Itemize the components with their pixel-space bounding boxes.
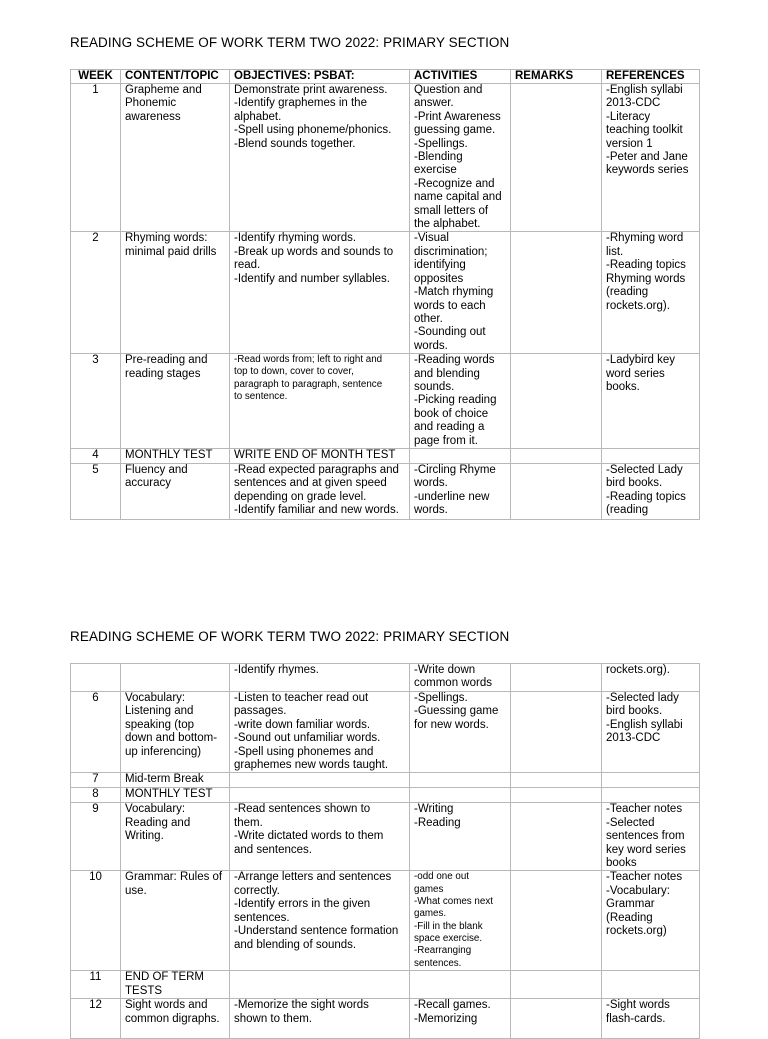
cell-line: -Memorize the sight words [234, 999, 369, 1012]
cell-line: minimal paid drills [125, 245, 217, 258]
cell-line: -Sound out unfamiliar words. [234, 732, 381, 745]
references-cell [602, 463, 700, 519]
cell-line: -Fill in the blank [414, 920, 483, 932]
cell-line: -Vocabulary: [606, 884, 670, 897]
activities-cell [410, 803, 511, 871]
cell-line: and blending [414, 367, 480, 380]
cell-line: -Understand sentence formation [234, 925, 399, 938]
cell-line: -Rearranging [414, 945, 472, 957]
table-row [71, 788, 700, 803]
week-number: 2 [71, 232, 121, 354]
cell-line: exercise [414, 164, 457, 177]
week-number: 8 [71, 788, 121, 803]
cell-line: -Spellings. [414, 692, 468, 704]
topic-cell [121, 871, 230, 971]
objectives-cell [230, 773, 410, 788]
week-number: 4 [71, 448, 121, 463]
cell-line: word series [606, 367, 665, 380]
cell-line: Vocabulary: [125, 803, 186, 816]
activities-cell [410, 692, 511, 773]
week-number: 9 [71, 803, 121, 871]
cell-line: alphabet. [234, 110, 282, 123]
cell-line: common digraphs. [125, 1012, 220, 1025]
cell-line: Grapheme and [125, 84, 202, 96]
activities-cell [410, 788, 511, 803]
cell-line: -Selected [606, 816, 655, 829]
objectives-cell [230, 999, 410, 1039]
topic-cell [121, 664, 230, 692]
references-cell [602, 448, 700, 463]
cell-line: sentences and at given speed [234, 477, 387, 490]
cell-line: Demonstrate print awareness. [234, 84, 388, 96]
topic-cell [121, 692, 230, 773]
topic-cell [121, 354, 230, 449]
cell-line: END OF TERM [125, 971, 205, 984]
cell-line: read. [234, 259, 261, 272]
cell-line: -Memorizing [414, 1012, 478, 1025]
cell-line: Rhyming words: [125, 232, 208, 245]
cell-line: up inferencing) [125, 745, 202, 758]
cell-line: correctly. [234, 884, 280, 897]
cell-line: -Identify rhymes. [234, 664, 319, 676]
cell-line: Question and [414, 84, 483, 96]
cell-line: -Read sentences shown to [234, 803, 371, 816]
topic-cell [121, 84, 230, 232]
topic-cell [121, 232, 230, 354]
cell-line: use. [125, 884, 147, 897]
topic-cell [121, 971, 230, 999]
activities-cell [410, 871, 511, 971]
cell-line: words to each [414, 299, 486, 312]
cell-line: -Teacher notes [606, 871, 683, 884]
scheme-table-2 [70, 663, 700, 1039]
cell-line: -Reading words [414, 354, 495, 367]
week-number: 5 [71, 463, 121, 519]
cell-line: guessing game. [414, 124, 496, 137]
cell-line: -Reading topics [606, 259, 686, 272]
activities-cell [410, 664, 511, 692]
objectives-cell [230, 354, 410, 449]
activities-cell [410, 354, 511, 449]
week-number: 1 [71, 84, 121, 232]
cell-line: Grammar [606, 898, 655, 911]
table-row [71, 354, 700, 449]
remarks-cell [511, 788, 602, 803]
table-row [71, 448, 700, 463]
cell-line: sounds. [414, 380, 455, 393]
cell-line: TESTS [125, 984, 163, 997]
cell-line: to sentence. [234, 391, 288, 403]
cell-line: -Literacy [606, 110, 651, 123]
cell-line: -Arrange letters and sentences [234, 871, 392, 884]
cell-line: and reading a [414, 421, 485, 434]
cell-line: games [414, 883, 444, 895]
cell-line: -Guessing game [414, 705, 499, 718]
cell-line: sentences from [606, 830, 685, 843]
activities-cell [410, 773, 511, 788]
cell-line: -Write dictated words to them [234, 830, 384, 843]
objectives-cell [230, 84, 410, 232]
references-cell [602, 84, 700, 232]
cell-line: -Identify and number syllables. [234, 272, 390, 285]
cell-line: other. [414, 312, 443, 325]
cell-line: name capital and [414, 191, 502, 204]
cell-line: -Selected lady [606, 692, 679, 704]
cell-line: -Identify familiar and new words. [234, 504, 399, 517]
cell-line: passages. [234, 705, 287, 718]
header-objectives: OBJECTIVES: PSBAT: [230, 70, 410, 84]
topic-cell [121, 448, 230, 463]
cell-line: accuracy [125, 477, 172, 490]
objectives-cell [230, 803, 410, 871]
cell-line: (reading [606, 504, 649, 517]
cell-line: top to down, cover to cover, [234, 366, 354, 378]
table-row [71, 463, 700, 519]
objectives-cell [230, 692, 410, 773]
activities-cell [410, 999, 511, 1039]
week-number: 7 [71, 773, 121, 788]
cell-line: -Spell using phonemes and [234, 745, 374, 758]
cell-line: bird books. [606, 705, 663, 718]
cell-line: -Identify rhyming words. [234, 232, 357, 245]
cell-line: Pre-reading and [125, 354, 208, 367]
remarks-cell [511, 692, 602, 773]
cell-line: books [606, 857, 637, 870]
topic-cell [121, 773, 230, 788]
references-cell [602, 354, 700, 449]
cell-line: the alphabet. [414, 218, 481, 231]
cell-line: -Recognize and [414, 177, 495, 190]
cell-line: -Circling Rhyme [414, 463, 496, 476]
cell-line: -Rhyming word [606, 232, 684, 245]
cell-line: Rhyming words [606, 272, 686, 285]
week-number: 11 [71, 971, 121, 999]
header-activities: ACTIVITIES [410, 70, 511, 84]
cell-line: sentences. [414, 957, 462, 969]
cell-line: depending on grade level. [234, 490, 367, 503]
cell-line: -Sounding out [414, 326, 486, 339]
objectives-cell [230, 232, 410, 354]
cell-line: key word series [606, 843, 686, 856]
cell-line: -Listen to teacher read out [234, 692, 369, 704]
cell-line: Reading and [125, 816, 191, 829]
header-references: REFERENCES [602, 70, 700, 84]
cell-line: Vocabulary: [125, 692, 186, 704]
cell-line: opposites [414, 272, 464, 285]
cell-line: sentences. [234, 911, 290, 924]
cell-line: version 1 [606, 137, 653, 150]
week-number: 3 [71, 354, 121, 449]
cell-line: rockets.org). [606, 299, 670, 312]
cell-line: identifying [414, 259, 466, 272]
references-cell [602, 664, 700, 692]
week-number: 10 [71, 871, 121, 971]
cell-line: (Reading [606, 911, 653, 924]
cell-line: Listening and [125, 705, 194, 718]
week-number [71, 664, 121, 692]
cell-line: -Print Awareness [414, 110, 501, 123]
cell-line: -Match rhyming [414, 286, 494, 299]
cell-line: -Visual [414, 232, 449, 245]
remarks-cell [511, 232, 602, 354]
cell-line: -Spellings. [414, 137, 468, 150]
cell-line: awareness [125, 110, 181, 123]
references-cell [602, 803, 700, 871]
cell-line: discrimination; [414, 245, 488, 258]
cell-line: Fluency and [125, 463, 188, 476]
cell-line: (reading [606, 286, 649, 299]
cell-line: MONTHLY TEST [125, 448, 213, 461]
cell-line: -English syllabi [606, 718, 683, 731]
cell-line: -English syllabi [606, 84, 683, 96]
cell-line: bird books. [606, 477, 663, 490]
page-title: READING SCHEME OF WORK TERM TWO 2022: PRIMARY SECTION [70, 35, 510, 50]
cell-line: -What comes next [414, 896, 493, 908]
cell-line: -Ladybird key [606, 354, 676, 367]
cell-line: teaching toolkit [606, 124, 683, 137]
objectives-cell [230, 971, 410, 999]
cell-line: speaking (top [125, 718, 195, 731]
cell-line: Sight words and [125, 999, 208, 1012]
cell-line: Writing. [125, 830, 164, 843]
activities-cell [410, 232, 511, 354]
cell-line: -Identify graphemes in the [234, 97, 367, 110]
cell-line: -Write down [414, 664, 476, 676]
activities-cell [410, 448, 511, 463]
table-row [71, 971, 700, 999]
cell-line: words. [414, 504, 448, 517]
table-row [71, 664, 700, 692]
cell-line: them. [234, 816, 263, 829]
cell-line: paragraph to paragraph, sentence [234, 378, 383, 390]
table-row [71, 232, 700, 354]
cell-line: -Reading [414, 816, 461, 829]
remarks-cell [511, 773, 602, 788]
remarks-cell [511, 448, 602, 463]
remarks-cell [511, 971, 602, 999]
cell-line: reading stages [125, 367, 201, 380]
objectives-cell [230, 664, 410, 692]
cell-line: 2013-CDC [606, 732, 661, 745]
activities-cell [410, 463, 511, 519]
cell-line: -Writing [414, 803, 454, 816]
header-week: WEEK [71, 70, 121, 84]
cell-line: books. [606, 380, 640, 393]
cell-line: flash-cards. [606, 1012, 666, 1025]
references-cell [602, 788, 700, 803]
cell-line: -write down familiar words. [234, 718, 371, 731]
cell-line: words. [414, 339, 448, 352]
cell-line: -Break up words and sounds to [234, 245, 394, 258]
cell-line: small letters of [414, 204, 489, 217]
page-title: READING SCHEME OF WORK TERM TWO 2022: PRIMARY SECTION [70, 629, 510, 644]
references-cell [602, 971, 700, 999]
cell-line: page from it. [414, 434, 478, 447]
references-cell [602, 999, 700, 1039]
remarks-cell [511, 354, 602, 449]
cell-line: -Sight words [606, 999, 670, 1012]
header-row [71, 70, 700, 84]
cell-line: -Read expected paragraphs and [234, 463, 399, 476]
cell-line: -Blending [414, 151, 463, 164]
cell-line: games. [414, 908, 447, 920]
references-cell [602, 692, 700, 773]
cell-line: common words [414, 677, 492, 690]
cell-line: -Identify errors in the given [234, 898, 371, 911]
cell-line: -Teacher notes [606, 803, 683, 816]
remarks-cell [511, 999, 602, 1039]
objectives-cell [230, 448, 410, 463]
cell-line: -Blend sounds together. [234, 137, 356, 150]
cell-line: keywords series [606, 164, 689, 177]
topic-cell [121, 803, 230, 871]
cell-line: Mid-term Break [125, 773, 204, 786]
cell-line: list. [606, 245, 624, 258]
cell-line: -Reading topics [606, 490, 686, 503]
cell-line: words. [414, 477, 448, 490]
cell-line: space exercise. [414, 932, 483, 944]
table-row [71, 84, 700, 232]
activities-cell [410, 84, 511, 232]
objectives-cell [230, 788, 410, 803]
topic-cell [121, 999, 230, 1039]
cell-line: answer. [414, 97, 454, 110]
activities-cell [410, 971, 511, 999]
remarks-cell [511, 463, 602, 519]
cell-line: rockets.org). [606, 664, 670, 676]
cell-line: -Recall games. [414, 999, 491, 1012]
table-row [71, 871, 700, 971]
cell-line: and sentences. [234, 843, 313, 856]
header-remarks: REMARKS [511, 70, 602, 84]
remarks-cell [511, 664, 602, 692]
cell-line: down and bottom- [125, 732, 218, 745]
cell-line: Phonemic [125, 97, 177, 110]
cell-line: -Peter and Jane [606, 151, 688, 164]
cell-line: -Read words from; left to right and [234, 354, 383, 366]
week-number: 12 [71, 999, 121, 1039]
table-row [71, 692, 700, 773]
cell-line: graphemes new words taught. [234, 759, 389, 772]
cell-line: for new words. [414, 718, 489, 731]
objectives-cell [230, 871, 410, 971]
cell-line: and blending of sounds. [234, 938, 357, 951]
topic-cell [121, 463, 230, 519]
cell-line: WRITE END OF MONTH TEST [234, 448, 396, 461]
remarks-cell [511, 871, 602, 971]
remarks-cell [511, 803, 602, 871]
references-cell [602, 232, 700, 354]
cell-line: -Selected Lady [606, 463, 683, 476]
references-cell [602, 871, 700, 971]
cell-line: -underline new [414, 490, 490, 503]
cell-line: -odd one out [414, 871, 470, 883]
header-content-topic: CONTENT/TOPIC [121, 70, 230, 84]
objectives-cell [230, 463, 410, 519]
references-cell [602, 773, 700, 788]
week-number: 6 [71, 692, 121, 773]
cell-line: rockets.org) [606, 925, 667, 938]
cell-line: shown to them. [234, 1012, 312, 1025]
cell-line: 2013-CDC [606, 97, 661, 110]
scheme-table-1 [70, 69, 700, 520]
remarks-cell [511, 84, 602, 232]
cell-line: -Spell using phoneme/phonics. [234, 124, 392, 137]
cell-line: book of choice [414, 407, 489, 420]
cell-line: Grammar: Rules of [125, 871, 223, 884]
table-row [71, 773, 700, 788]
topic-cell [121, 788, 230, 803]
table-row [71, 803, 700, 871]
table-row [71, 999, 700, 1039]
cell-line: -Picking reading [414, 394, 497, 407]
cell-line: MONTHLY TEST [125, 788, 213, 801]
